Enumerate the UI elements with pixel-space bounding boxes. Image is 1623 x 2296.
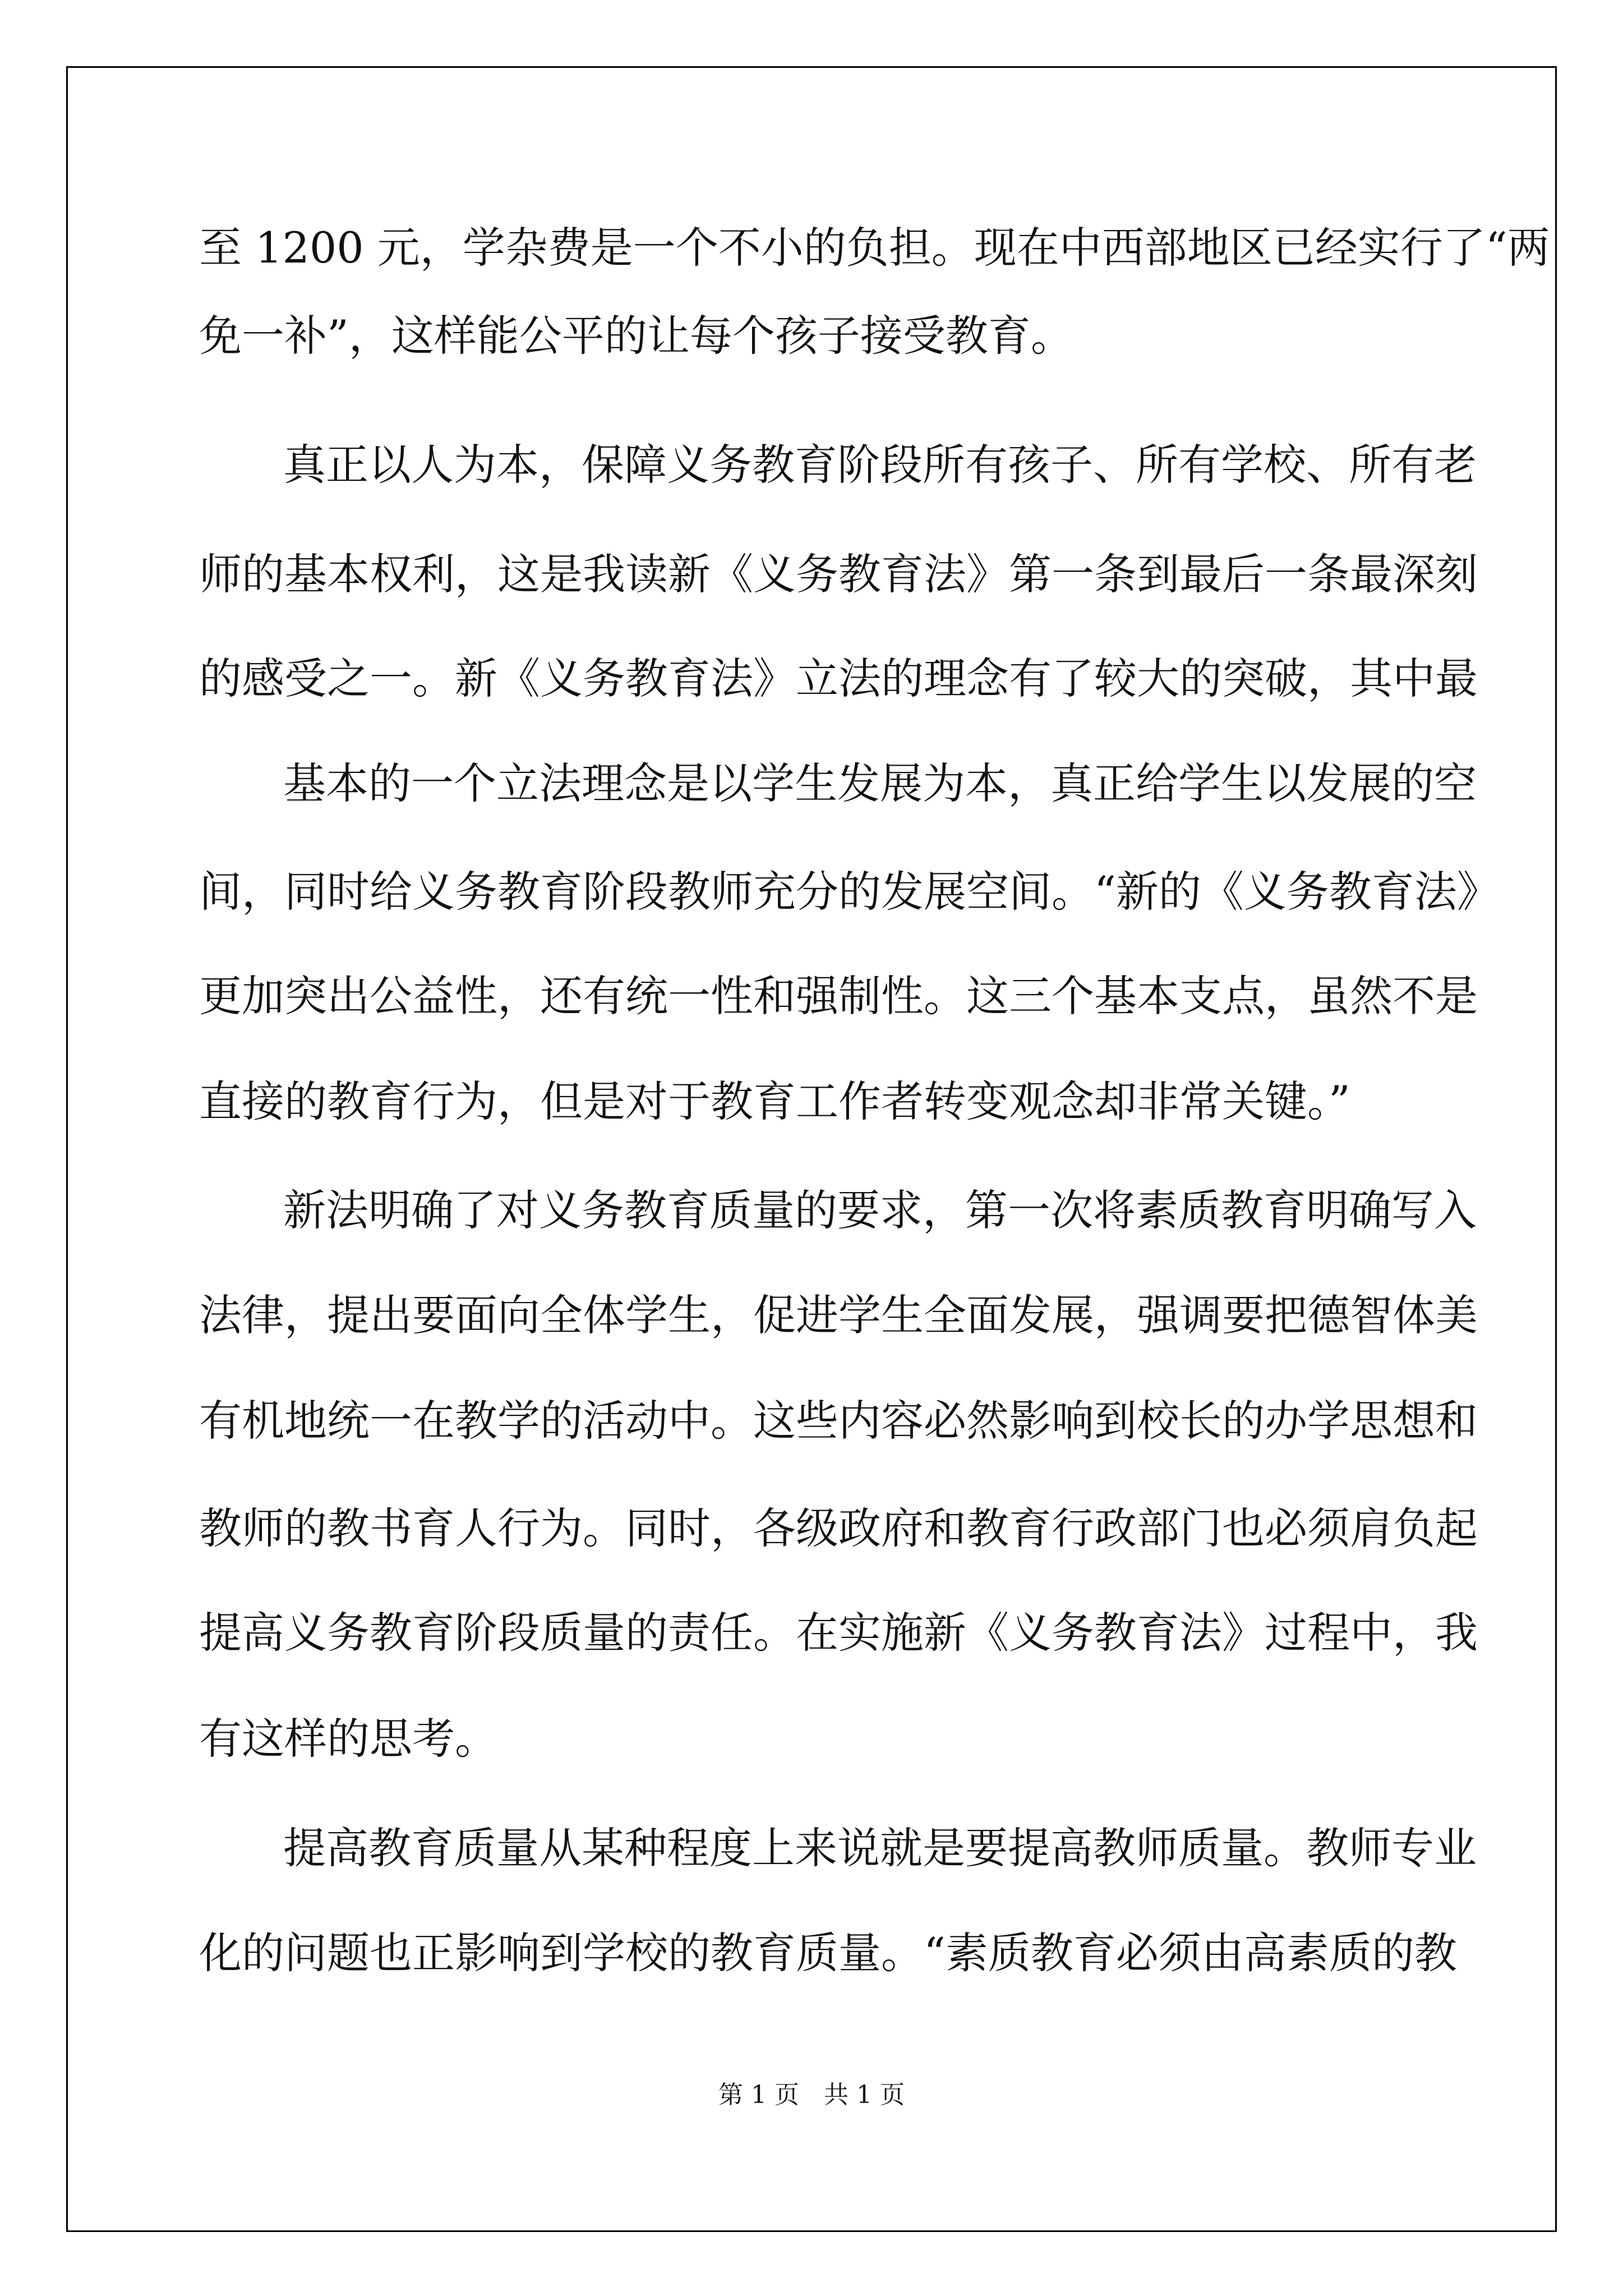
page-border [66, 66, 1557, 2232]
text-line: 化的问题也正影响到学校的教育质量。“素质教育必须由高素质的教 [199, 1928, 1457, 1978]
paragraph-start-line: 新法明确了对义务教育质量的要求，第一次将素质教育明确写入 [283, 1185, 1477, 1235]
text-line: 有这样的思考。 [199, 1714, 497, 1764]
text-line: 更加突出公益性，还有统一性和强制性。这三个基本支点，虽然不是 [199, 971, 1478, 1021]
paragraph-start-line: 提高教育质量从某种程度上来说就是要提高教师质量。教师专业 [283, 1823, 1477, 1873]
text-line: 提高义务教育阶段质量的责任。在实施新《义务教育法》过程中，我 [199, 1608, 1478, 1658]
paragraph-start-line: 基本的一个立法理念是以学生发展为本，真正给学生以发展的空 [283, 758, 1477, 808]
text-line: 的感受之一。新《义务教育法》立法的理念有了较大的突破，其中最 [199, 654, 1478, 703]
text-line: 直接的教育行为，但是对于教育工作者转变观念却非常关键。” [199, 1076, 1350, 1126]
paragraph-start-line: 真正以人为本，保障义务教育阶段所有孩子、所有学校、所有老 [283, 440, 1477, 490]
text-line: 师的基本权利，这是我读新《义务教育法》第一条到最后一条最深刻 [199, 549, 1478, 599]
text-line: 法律，提出要面向全体学生，促进学生全面发展，强调要把德智体美 [199, 1290, 1478, 1340]
text-line: 免一补”，这样能公平的让每个孩子接受教育。 [199, 311, 1073, 361]
page-footer: 第 1 页 共 1 页 [718, 2081, 905, 2109]
text-line: 至 1200 元，学杂费是一个不小的负担。现在中西部地区已经实行了“两 [199, 223, 1550, 273]
text-line: 有机地统一在教学的活动中。这些内容必然影响到校长的办学思想和 [199, 1396, 1478, 1446]
text-line: 教师的教书育人行为。同时，各级政府和教育行政部门也必须肩负起 [199, 1503, 1478, 1553]
text-line: 间，同时给义务教育阶段教师充分的发展空间。“新的《义务教育法》 [199, 867, 1500, 917]
